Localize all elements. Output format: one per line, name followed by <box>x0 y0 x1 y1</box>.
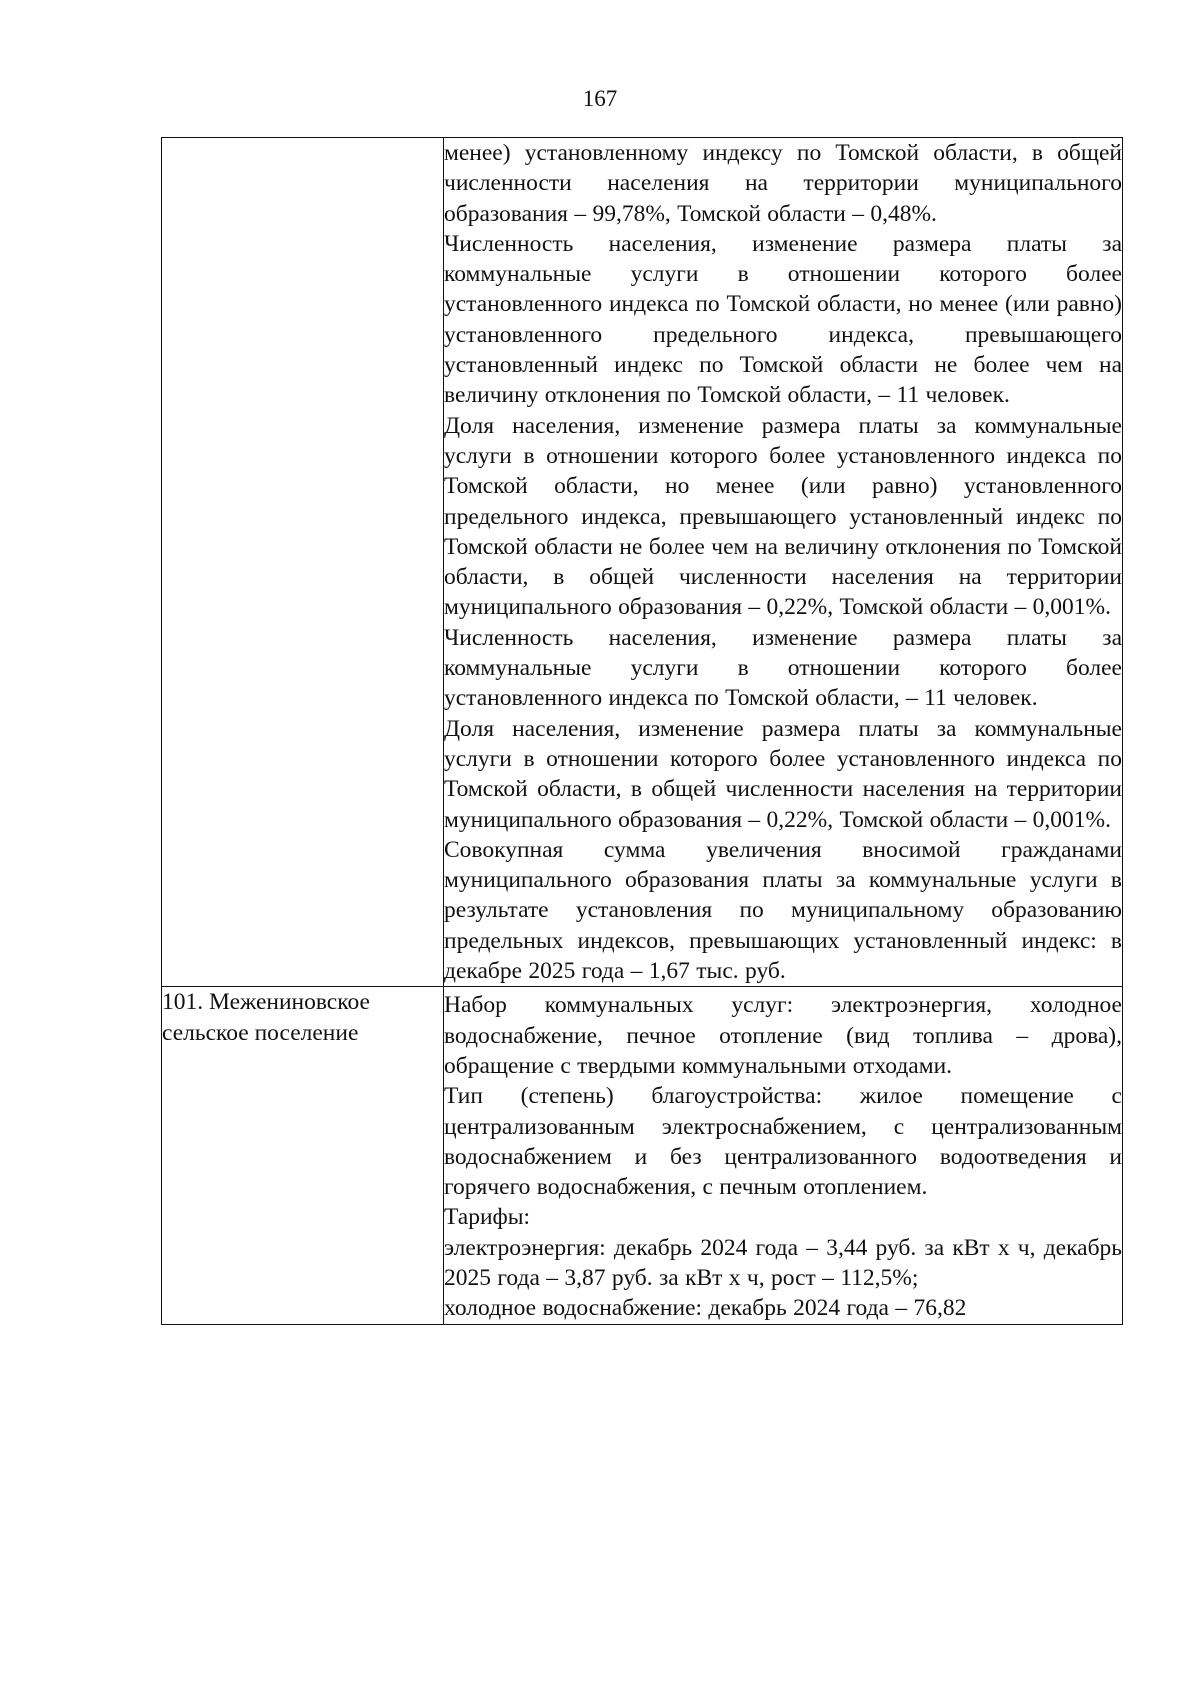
table-row <box>162 138 1123 987</box>
description-paragraph: Доля населения, изменение размера платы за коммунальные услуги в отношении которого более установленного индекса по Томской области, в общей численности населения на территории муниципального образования – 0,22%, Томской области – 0,001%. <box>444 715 1122 833</box>
municipality-name-cell <box>162 138 444 987</box>
description-cell <box>444 138 1123 987</box>
description-paragraph: Тарифы: <box>444 1204 531 1231</box>
description-paragraph: менее) установленному индексу по Томской области, в общей численности населения на территории муниципального образования – 99,78%, Томской области – 0,48%. <box>444 140 1122 227</box>
description-paragraph: Набор коммунальных услуг: электроэнергия, холодное водоснабжение, печное отопление (вид топлива – дрова), обращение с твердыми коммунальными отходами. <box>444 992 1122 1079</box>
description-paragraph: Тип (степень) благоустройства: жилое помещение с централизованным электроснабжением, с централизованным водоснабжением и без централизованного водоотведения и горячего водоснабжения, с печным отоплением. <box>444 1083 1122 1201</box>
description-paragraph: Совокупная сумма увеличения вносимой гражданами муниципального образования платы за коммунальные услуги в результате установления по муниципальному образованию предельных индексов, превышающих установленный индекс: в декабре 2025 года – 1,67 тыс. руб. <box>444 836 1122 985</box>
description-paragraph: холодное водоснабжение: декабрь 2024 года – 76,82 <box>444 1295 967 1322</box>
description-paragraph: Численность населения, изменение размера платы за коммунальные услуги в отношении которого более установленного индекса по Томской области, – 11 человек. <box>444 624 1122 712</box>
description-paragraph: Численность населения, изменение размера платы за коммунальные услуги в отношении которого более установленного индекса по Томской области, но менее (или равно) установленного предельного индекса, превышающего установленный индекс по Томской области не более чем на величину отклонения по Томской области, – 11 человек. <box>444 230 1122 409</box>
description-cell <box>444 987 1123 1324</box>
page-number: 167 <box>582 86 618 111</box>
municipal-index-table <box>161 137 1123 1325</box>
municipality-name-cell: 101. Межениновское сельское поселение <box>162 987 444 1324</box>
table-row <box>162 987 1123 1324</box>
description-paragraph: электроэнергия: декабрь 2024 года – 3,44 руб. за кВт х ч, декабрь 2025 года – 3,87 руб. за кВт х ч, рост – 112,5%; <box>444 1234 1122 1291</box>
description-paragraph: Доля населения, изменение размера платы за коммунальные услуги в отношении которого более установленного индекса по Томской области, но менее (или равно) установленного предельного индекса, превышающего установленный индекс по Томской области не более чем на величину отклонения по Томской области, в общей численности населения на территории муниципального образования – 0,22%, Томской области – 0,001%. <box>444 412 1122 621</box>
